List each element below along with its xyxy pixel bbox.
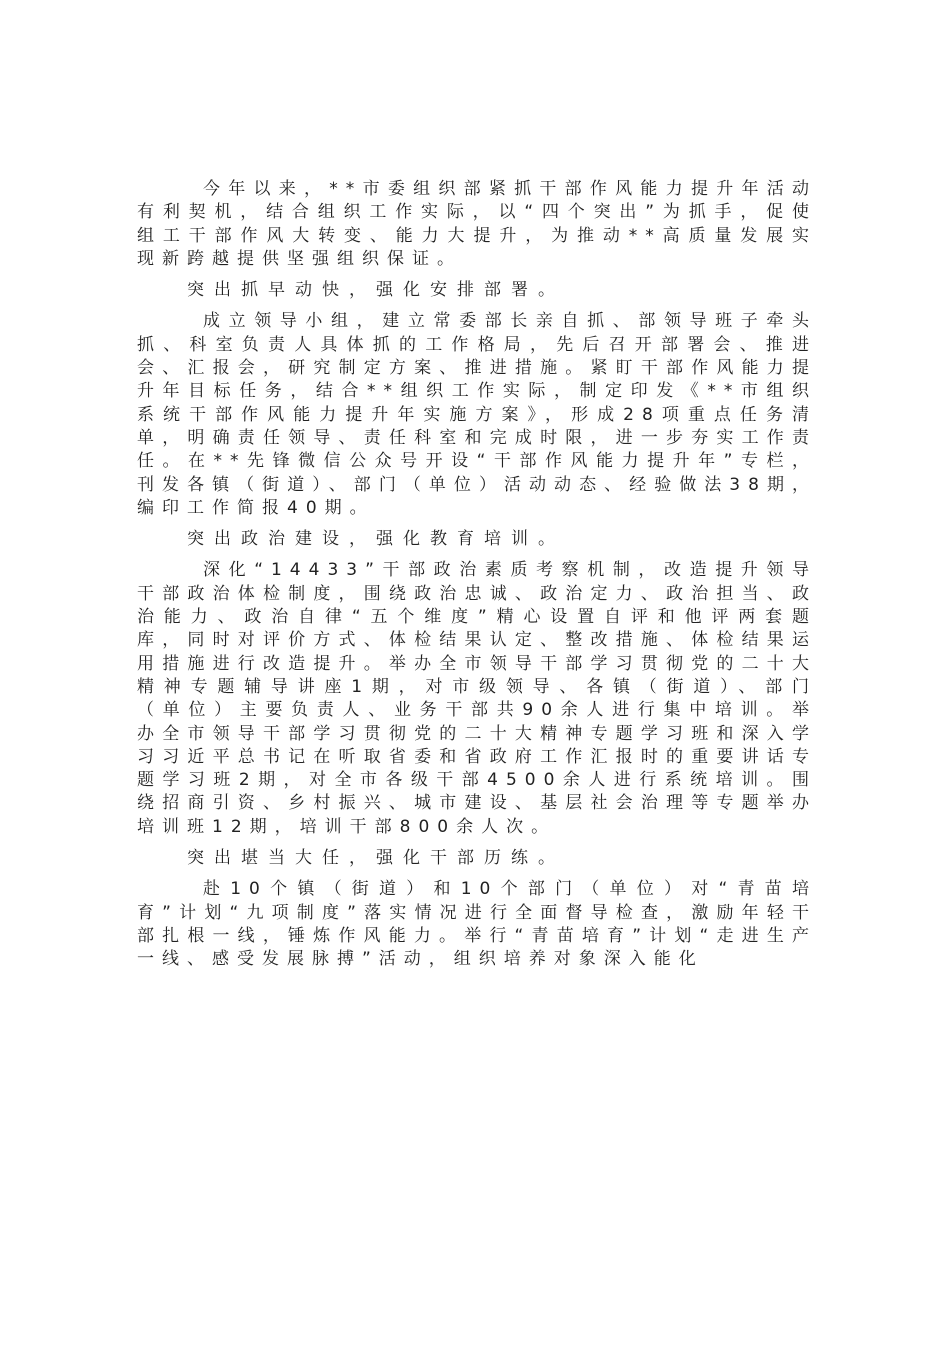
document-page	[137, 178, 817, 980]
section-heading-training: 突出堪当大任，强化干部历练。	[187, 848, 565, 869]
section-heading-deployment: 突出抓早动快，强化安排部署。	[187, 280, 565, 301]
paragraph-deployment: 成立领导小组，建立常委部长亲自抓、部领导班子牵头抓、科室负责人具体抓的工作格局，先后召开部署会、推进会、汇报会，研究制定方案、推进措施。紧盯干部作风能力提升年目标任务，结合**组织工作实际，制定印发《**市组织系统干部作风能力提升年实施方案》，形成28项重点任务清单，明确责任领导、责任科室和完成时限，进一步夯实工作责任。在**先锋微信公众号开设“干部作风能力提升年”专栏，刊发各镇（街道）、部门（单位）活动动态、经验做法38期，编印工作简报40期。	[137, 311, 817, 518]
paragraph-education: 深化“14433”干部政治素质考察机制，改造提升领导干部政治体检制度，围绕政治忠诚、政治定力、政治担当、政治能力、政治自律“五个维度”精心设置自评和他评两套题库，同时对评价方式、体检结果认定、整改措施、体检结果运用措施进行改造提升。举办全市领导干部学习贯彻党的二十大精神专题辅导讲座1期，对市级领导、各镇（街道）、部门（单位）主要负责人、业务干部共90余人进行集中培训。举办全市领导干部学习贯彻党的二十大精神专题学习班和深入学习习近平总书记在听取省委和省政府工作汇报时的重要讲话专题学习班2期，对全市各级干部4500余人进行系统培训。围绕招商引资、乡村振兴、城市建设、基层社会治理等专题举办培训班12期，培训干部800余人次。	[137, 560, 817, 837]
section-heading-education: 突出政治建设，强化教育培训。	[187, 529, 565, 550]
paragraph-training: 赴10个镇（街道）和10个部门（单位）对“青苗培育”计划“九项制度”落实情况进行全面督导检查，激励年轻干部扎根一线，锤炼作风能力。举行“青苗培育”计划“走进生产一线、感受发展脉搏”活动，组织培养对象深入能化	[137, 879, 817, 970]
paragraph-intro: 今年以来，**市委组织部紧抓干部作风能力提升年活动有利契机，结合组织工作实际，以“四个突出”为抓手，促使组工干部作风大转变、能力大提升，为推动**高质量发展实现新跨越提供坚强组织保证。	[137, 179, 817, 269]
